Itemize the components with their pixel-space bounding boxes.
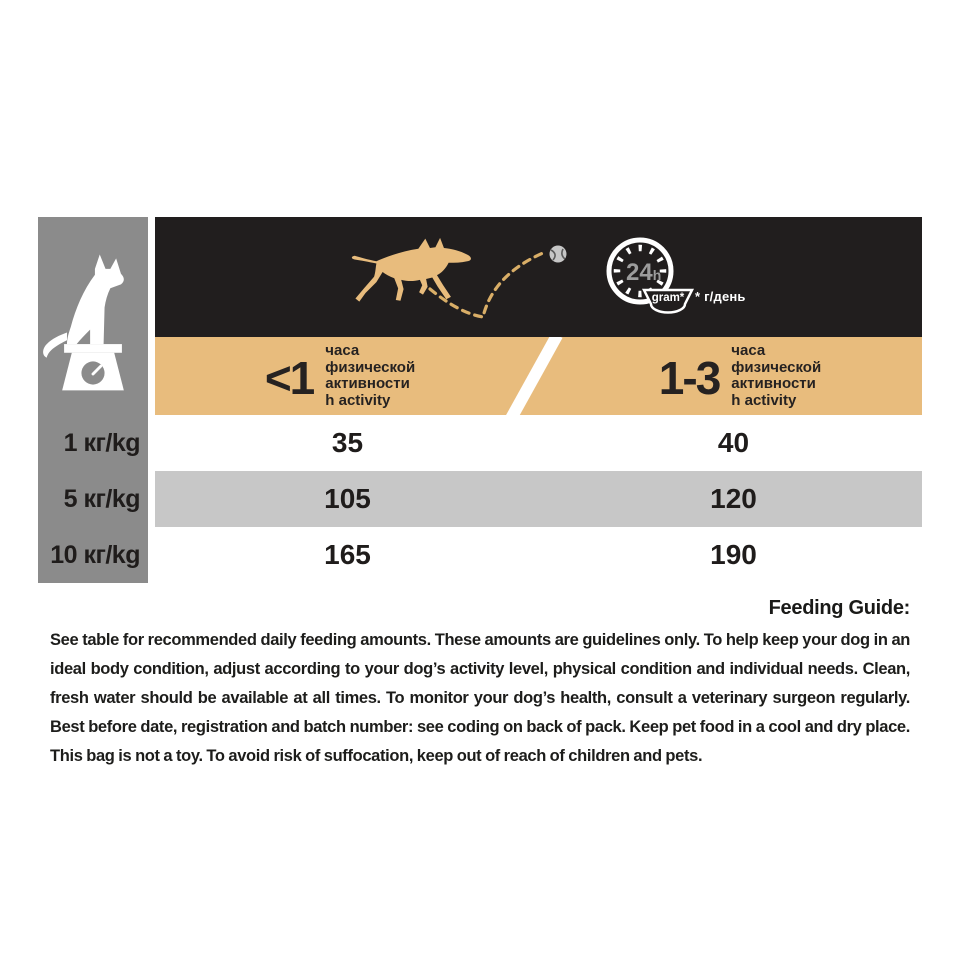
header-band <box>155 217 922 337</box>
amount-cell: 190 <box>710 539 757 570</box>
activity-line: h activity <box>325 391 391 409</box>
feeding-table <box>155 415 922 583</box>
gram-bowl-icon <box>644 290 692 313</box>
activity-line: активности <box>731 375 816 392</box>
dog-on-scale-icon <box>40 245 146 395</box>
table-row <box>155 527 922 583</box>
feeding-guide-text: See table for recommended daily feeding amounts. These amounts are guidelines only. To help keep your dog in an ideal body condition, adjust according to your dog’s activity level, physical condition and individual needs. Clean, fresh water should be available at all times. To monitor your dog’s health, consult a veterinary surgeon regularly. Best before date, registration and batch number: see coding on back of pack. Keep pet food in a cool and dry place. This bag is not a toy. To avoid risk of suffocation, keep out of reach of children and pets. <box>50 631 910 765</box>
weight-label-5kg: 5 кг/kg <box>63 484 140 513</box>
activity-column-high <box>585 337 895 415</box>
amount-cell: 120 <box>710 483 757 514</box>
table-row <box>155 415 922 471</box>
activity-column-low <box>185 337 495 415</box>
activity-line: активности <box>325 375 410 392</box>
activity-line: физической <box>325 358 416 376</box>
table-row <box>155 471 922 527</box>
weight-label-10kg: 10 кг/kg <box>50 540 140 569</box>
activity-line: часа <box>731 342 766 359</box>
clock-h-label: h <box>652 267 662 283</box>
hours-low: <1 <box>264 352 314 404</box>
activity-line: часа <box>325 342 360 359</box>
activity-line: h activity <box>731 391 797 409</box>
ball-icon <box>550 246 567 263</box>
amount-cell: 165 <box>324 539 371 570</box>
clock-24h-icon <box>600 233 710 325</box>
gram-label: gram* <box>651 292 685 304</box>
weight-label-1kg: 1 кг/kg <box>63 428 140 457</box>
feeding-guide-title: Feeding Guide: <box>768 597 910 619</box>
weight-sidebar <box>38 217 148 583</box>
amount-cell: 35 <box>331 427 364 458</box>
amount-cell: 105 <box>324 483 371 514</box>
grams-per-day-label: * г/день <box>695 289 746 304</box>
activity-header-band <box>155 337 922 415</box>
bounce-trajectory <box>427 245 572 323</box>
activity-lines-low <box>325 343 415 409</box>
clock-24-label: 24 <box>626 259 653 286</box>
amount-cell: 40 <box>717 427 750 458</box>
activity-line: физической <box>731 358 822 376</box>
activity-lines-high <box>731 343 821 409</box>
svg-text:24h <box>626 259 661 286</box>
column-divider <box>505 337 562 415</box>
hours-high: 1-3 <box>658 352 720 404</box>
